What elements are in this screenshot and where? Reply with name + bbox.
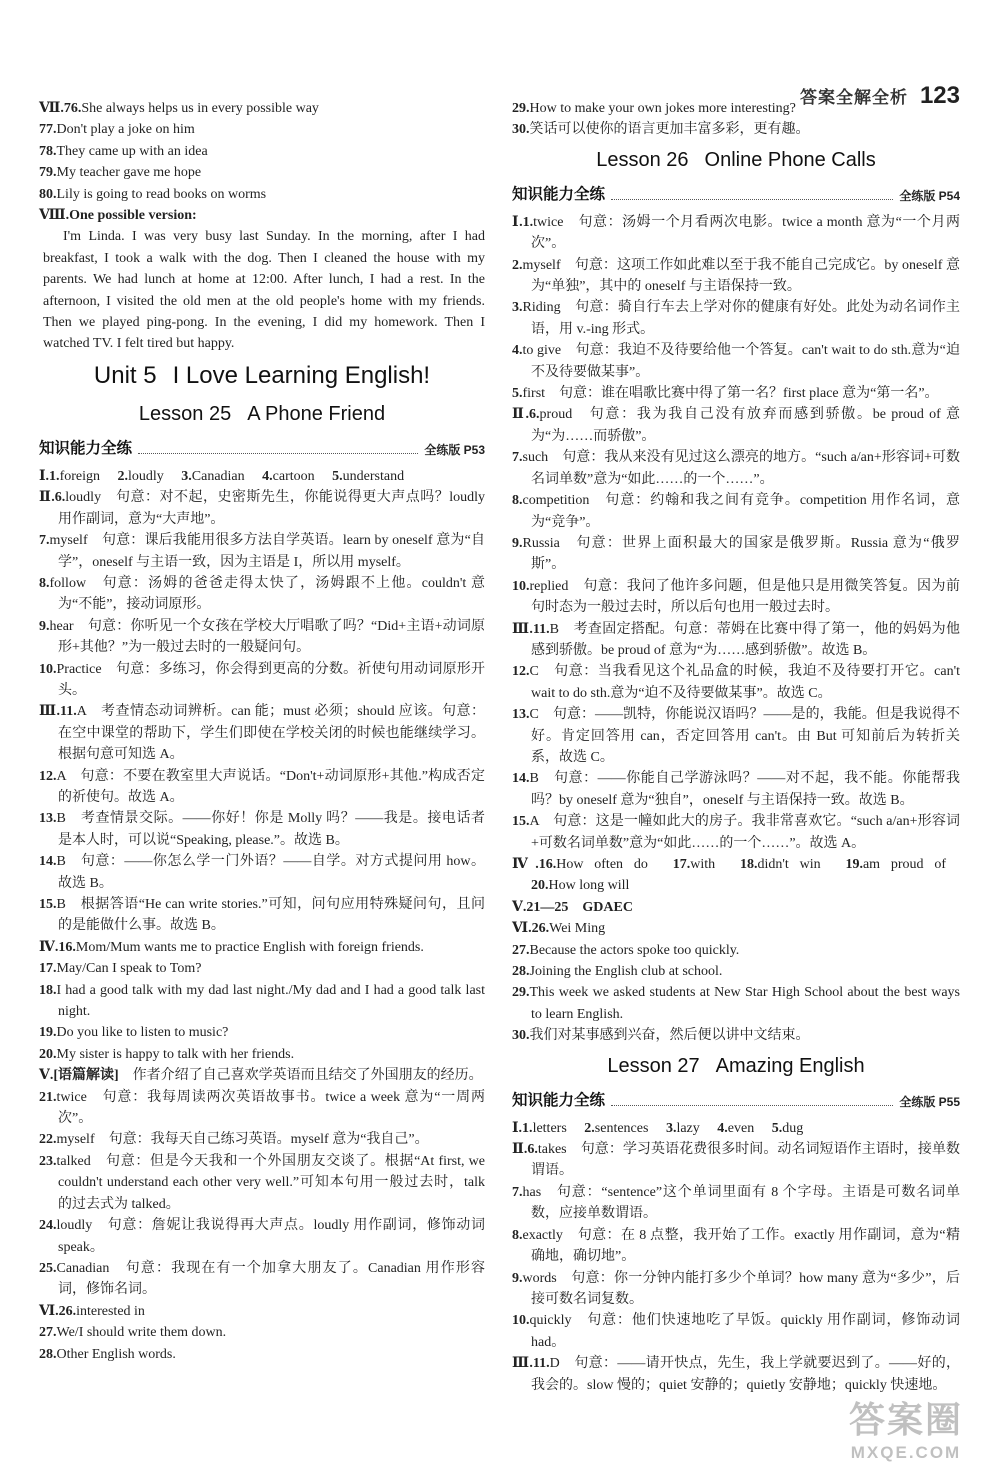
- item-number: 29.: [512, 101, 530, 116]
- answer-item: [512, 119, 960, 140]
- item-text: interested in: [76, 1303, 145, 1319]
- item-number: 15.: [512, 814, 530, 830]
- item-number: Ⅳ.16.: [512, 857, 557, 872]
- item-number: 17.: [672, 857, 691, 872]
- book-section-title: 答案全解全析: [799, 88, 908, 107]
- lesson-name: Online Phone Calls: [704, 148, 876, 171]
- answer-item: [39, 1022, 485, 1043]
- essay-paragraph: I'm Linda. I was very busy last Sunday. In the morning, after I had breakfast, I took a walk with the dog. Then I cleaned the house with my parents. We had lunch at home at 12:00. After lunch, I had a rest. In the afternoon, I visited the old men at the old people's home with my friends. Then we played ping-pong. In the evening, I did my homework. Then I watched TV. I felt tired but happy.: [43, 229, 485, 352]
- item-text: twice 句意：汤姆一个月看两次电影。twice a month 意为“一个月两次”。: [531, 214, 960, 252]
- item-number: Ⅴ.21—25: [512, 899, 569, 915]
- answer-item: [512, 1025, 960, 1046]
- item-text: How often do: [556, 857, 648, 872]
- answer-item: [39, 184, 485, 205]
- section-header: [39, 436, 485, 460]
- item-text: My sister is happy to talk with her friends.: [56, 1046, 295, 1062]
- item-text: exactly 句意：在 8 点整，我开始了工作。exactly 用作副词，意为“精确地，确切地”。: [522, 1227, 960, 1265]
- dotted-leader: [611, 1105, 893, 1106]
- item-text: with: [690, 857, 716, 872]
- item-text: proud 句意：我为我自己没有放弃而感到骄傲。be proud of 意为“为……而骄傲”。: [531, 407, 960, 444]
- item-text: myself 句意：我每天自己练习英语。myself 意为“我自己”。: [56, 1132, 429, 1148]
- item-text: lazy: [676, 1120, 700, 1136]
- answer-item: [39, 766, 485, 809]
- section-header: [512, 182, 960, 206]
- item-text: quickly 句意：他们快速地吃了早饭。quickly 用作副词，修饰动词 had。: [529, 1313, 960, 1350]
- item-number: Ⅷ.: [39, 208, 70, 224]
- watermark-logo: [826, 1398, 986, 1470]
- answer-item: [512, 490, 960, 533]
- item-text: takes 句意：学习英语花费很多时间。动名词短语作主语时，接单数谓语。: [531, 1142, 960, 1179]
- section-title: 知识能力全练: [39, 439, 133, 457]
- item-text: twice 句意：我每周读两次英语故事书。twice a week 意为“一周两次”。: [56, 1089, 485, 1127]
- item-number: 7.: [512, 450, 523, 466]
- item-number: 14.: [39, 854, 57, 870]
- item-number: Ⅰ.1.: [512, 1120, 533, 1136]
- item-number: 3.: [512, 300, 523, 316]
- answer-item: [39, 980, 485, 1023]
- item-number: 10.: [512, 578, 530, 594]
- item-number: 8.: [512, 1227, 523, 1243]
- item-number: 13.: [512, 707, 530, 723]
- item-text: D 句意：——请开快点，先生，我上学就要迟到了。——好的，我会的。slow 慢的；quiet 安静的；quietly 安静地；quickly 快速地。: [531, 1356, 961, 1393]
- answer-row: [39, 466, 485, 487]
- unit-label: Unit 5: [93, 361, 157, 389]
- item-number: Ⅱ.6.: [512, 407, 540, 423]
- answer-pair: [512, 1121, 567, 1136]
- item-number: 80.: [39, 186, 57, 202]
- item-text: B 考查固定搭配。句意：蒂姆在比赛中得了第一，他的妈妈为他感到骄傲。be proud of 意为“为……感到骄傲”。故选 B。: [531, 621, 960, 658]
- item-text: C 句意：当我看见这个礼品盒的时候，我迫不及待要打开它。can't wait to do sth.意为“迫不及待要做某事”。故选 C。: [529, 664, 960, 701]
- unit-title: [39, 357, 485, 395]
- item-text: Joining the English club at school.: [529, 964, 723, 980]
- item-text: How to make your own jokes more interesting?: [529, 101, 796, 116]
- item-text: A 句意：这是一幢如此大的房子。我非常喜欢它。“such a/an+形容词+可数名词单数”意为“如此……的一个……”。故选 A。: [529, 814, 960, 851]
- item-text: C 句意：——凯特，你能说汉语吗？——是的，我能。但是我说得不好。肯定回答用 can，否定回答用 can't。由 But 可知前后为转折关系，故选 C。: [529, 707, 960, 765]
- answer-item: [39, 1065, 485, 1086]
- answer-item: [512, 961, 960, 982]
- item-number: 28.: [39, 1346, 57, 1362]
- item-text: loudly 句意：詹妮让我说得再大声点。loudly 用作副词，修饰动词 speak。: [56, 1218, 485, 1255]
- item-text: Other English words.: [56, 1346, 176, 1362]
- item-text: Don't play a joke on him: [56, 122, 195, 138]
- item-number: 15.: [39, 897, 57, 912]
- answer-item: [512, 982, 960, 1025]
- item-number: Ⅲ.11.: [512, 1356, 550, 1372]
- item-text: May/Can I speak to Tom?: [56, 961, 202, 977]
- item-number: 77.: [39, 122, 57, 138]
- item-text: loudly: [128, 468, 164, 484]
- item-number: 4.: [512, 343, 523, 359]
- item-text: Canadian 句意：我现在有一个加拿大朋友了。Canadian 用作形容词，修饰名词。: [56, 1260, 485, 1298]
- item-number: 13.: [39, 811, 57, 827]
- answer-pair: [772, 1121, 804, 1136]
- answer-pair: [584, 1121, 648, 1136]
- answer-item: [512, 1310, 960, 1353]
- answer-item: [512, 98, 960, 119]
- item-number: 30.: [512, 122, 530, 138]
- item-text: replied 句意：我问了他许多问题，但是他只是用微笑答复。因为前句时态为一般过去时，所以后句也用一般过去时。: [529, 578, 960, 616]
- item-text: words 句意：你一分钟内能打多少个单词？how many 意为“多少”，后接可数名词复数。: [522, 1270, 960, 1307]
- answer-item: [39, 573, 485, 616]
- section-reference: 全练版 P54: [899, 188, 960, 203]
- item-number: 2.: [512, 257, 523, 273]
- lesson-label: Lesson 27: [607, 1054, 700, 1077]
- unit-name: I Love Learning English!: [172, 361, 431, 389]
- right-column: [512, 98, 960, 1396]
- answer-item: [39, 1344, 485, 1365]
- item-text: Canadian: [191, 468, 245, 484]
- item-number: 27.: [39, 1325, 57, 1341]
- item-number: Ⅶ.76.: [39, 101, 82, 116]
- answer-row: [512, 854, 960, 897]
- item-number: 28.: [512, 964, 530, 980]
- item-number: 2.: [584, 1120, 595, 1136]
- item-number: Ⅱ.6.: [512, 1142, 538, 1158]
- item-text: Practice 句意：多练习，你会得到更高的分数。祈使句用动词原形开头。: [56, 661, 485, 698]
- item-number: 18.: [39, 982, 57, 998]
- item-text: They came up with an idea: [56, 143, 208, 159]
- lesson-title: [512, 144, 960, 176]
- item-number: 20.: [39, 1046, 57, 1062]
- item-number: 21.: [39, 1089, 57, 1105]
- item-text: Wei Ming: [549, 921, 606, 937]
- answer-row: [512, 1118, 960, 1139]
- watermark-logo-text: 答案圈: [848, 1399, 963, 1440]
- item-text: B 句意：——你怎么学一门外语？——自学。对方式提问用 how。故选 B。: [56, 854, 485, 891]
- answer-item: [512, 340, 960, 383]
- item-number: Ⅳ.16.: [39, 939, 76, 955]
- answer-item: [39, 1258, 485, 1301]
- answer-item: [39, 119, 485, 140]
- item-number: 10.: [39, 661, 57, 677]
- answer-item: [512, 1353, 960, 1396]
- item-number: 9.: [512, 1270, 523, 1286]
- item-text: sentences: [594, 1120, 649, 1136]
- answer-item: [512, 404, 960, 447]
- answer-pair: [39, 469, 100, 484]
- item-text: letters: [532, 1120, 567, 1136]
- answer-item: [39, 1215, 485, 1258]
- item-number: 8.: [512, 493, 523, 509]
- answer-item: [512, 533, 960, 576]
- item-number: 22.: [39, 1132, 57, 1148]
- item-number: 79.: [39, 165, 57, 181]
- answer-item: [512, 447, 960, 490]
- answer-item: [512, 918, 960, 939]
- item-number: 12.: [39, 768, 57, 784]
- item-text: even: [727, 1120, 755, 1136]
- item-number: 5.: [512, 386, 523, 402]
- item-number: Ⅲ.11.: [39, 704, 77, 720]
- answer-pair: [332, 469, 404, 484]
- watermark-site-text: MXQE.COM: [850, 1443, 962, 1462]
- lesson-label: Lesson 25: [138, 402, 232, 425]
- section-title: 知识能力全练: [512, 1091, 606, 1109]
- item-number: Ⅲ.11.: [512, 621, 550, 637]
- lesson-label: Lesson 26: [596, 148, 689, 171]
- answer-item: [512, 1225, 960, 1268]
- answer-item: [512, 255, 960, 298]
- item-number: 29.: [512, 985, 530, 1001]
- answer-item: [39, 487, 485, 530]
- answer-item: [39, 808, 485, 851]
- lesson-name: A Phone Friend: [247, 402, 386, 425]
- item-number: 30.: [512, 1028, 530, 1044]
- answer-item: [512, 768, 960, 811]
- answer-pair: [740, 857, 821, 872]
- item-number: 9.: [39, 618, 50, 634]
- item-text: GDAEC: [568, 899, 633, 915]
- answer-item: [39, 1151, 485, 1215]
- answer-item: [512, 811, 960, 854]
- item-number: Ⅱ.6.: [39, 490, 66, 506]
- page-number: 123: [919, 82, 960, 109]
- item-text: didn't win: [757, 857, 821, 872]
- item-number: 3.: [665, 1120, 677, 1136]
- item-number: 5.: [771, 1120, 783, 1136]
- answer-item: [39, 851, 485, 894]
- item-text: loudly 句意：对不起，史密斯先生，你能说得更大声点吗？loudly 用作副词，意为“大声地”。: [58, 490, 485, 527]
- item-text: Lily is going to read books on worms: [56, 186, 267, 202]
- item-text: myself 句意：课后我能用很多方法自学英语。learn by oneself 意为“自学”，oneself 与主语一致，因为主语是 I，所以用 myself。: [49, 533, 485, 570]
- answer-item: [39, 659, 485, 702]
- item-text: A 考查情态动词辨析。can 能；must 必须；should 应该。句意：在空中课堂的帮助下，学生们即使在学校关闭的时候也能继续学习。根据句意可知选 A。: [58, 704, 485, 763]
- item-number: 78.: [39, 143, 57, 159]
- left-column: [39, 98, 485, 1365]
- answer-pair: [181, 469, 244, 484]
- item-text: to give 句意：我迫不及待要给他一个答复。can't wait to do sth.意为“迫不及待要做某事”。: [522, 343, 960, 380]
- answer-item: [512, 212, 960, 255]
- dotted-leader: [138, 453, 418, 454]
- answer-item: [39, 937, 485, 958]
- item-number: 19.: [39, 1025, 57, 1041]
- answer-item: [39, 205, 485, 226]
- item-number: 18.: [739, 857, 758, 872]
- item-number: 14.: [512, 771, 530, 787]
- item-text: 我们对某事感到兴奋，然后便以讲中文结束。: [529, 1028, 810, 1044]
- item-text: A 句意：不要在教室里大声说话。“Don't+动词原形+其他.”构成否定的祈使句。故选 A。: [56, 768, 485, 805]
- answer-item: [39, 530, 485, 573]
- item-text: My teacher gave me hope: [56, 165, 202, 181]
- answer-item: [39, 1301, 485, 1322]
- answer-pair: [717, 1121, 754, 1136]
- item-number: 10.: [512, 1313, 530, 1329]
- answer-pair: [512, 857, 648, 872]
- section-title: 知识能力全练: [512, 185, 606, 203]
- item-text: myself 句意：这项工作如此难以至于我不能自己完成它。by oneself 意为“单独”，其中的 oneself 与主语保持一致。: [522, 257, 960, 295]
- item-text: I had a good talk with my dad last night./My dad and I had a good talk last night.: [56, 982, 485, 1020]
- item-number: 17.: [39, 961, 57, 977]
- item-text: foreign: [59, 468, 100, 484]
- item-text: Mom/Mum wants me to practice English with foreign friends.: [75, 939, 424, 955]
- item-text: One possible version:: [69, 208, 197, 224]
- answer-item: [512, 383, 960, 404]
- answer-pair: [531, 878, 629, 893]
- answer-item: [512, 1182, 960, 1225]
- item-text: hear 句意：你听见一个女孩在学校大厅唱歌了吗？“Did+主语+动词原形+其他？”为一般过去时的一般疑问句。: [49, 618, 485, 656]
- item-number: Ⅴ.[语篇解读]: [39, 1068, 119, 1084]
- item-text: understand: [342, 468, 405, 484]
- answer-item: [39, 162, 485, 183]
- item-number: 4.: [717, 1120, 728, 1136]
- answer-item: [39, 958, 485, 979]
- answer-item: [39, 616, 485, 659]
- lesson-title: [39, 398, 485, 430]
- item-text: B 根据答语“He can write stories.”可知，问句应用特殊疑问句，且问的是能做什么事。故选 B。: [56, 897, 485, 934]
- item-text: talked 句意：但是今天我和一个外国朋友交谈了。根据“At first, we couldn't understand each other very well.”可知本句用一般过去时，talk 的过去式为 talked。: [56, 1153, 485, 1212]
- answer-pair: [262, 469, 314, 484]
- item-text: How long will: [548, 878, 630, 894]
- item-text: Russia 句意：世界上面积最大的国家是俄罗斯。Russia 意为“俄罗斯”。: [522, 535, 960, 573]
- answer-item: [39, 141, 485, 162]
- answer-pair: [673, 857, 715, 872]
- answer-item: [512, 704, 960, 768]
- answer-item: [39, 701, 485, 765]
- answer-item: [39, 1322, 485, 1343]
- dotted-leader: [611, 199, 893, 200]
- item-text: 笑话可以使你的语言更加丰富多彩，更有趣。: [529, 122, 810, 138]
- item-number: 24.: [39, 1218, 57, 1234]
- answer-pair: [845, 857, 946, 872]
- item-text: follow 句意：汤姆的爸爸走得太快了，汤姆跟不上他。couldn't 意为“不能”，接动词原形。: [49, 575, 485, 613]
- lesson-name: Amazing English: [715, 1054, 865, 1077]
- item-text: such 句意：我从来没有见过这么漂亮的地方。“such a/an+形容词+可数名词单数”意为“如此……的一个……”。: [522, 450, 960, 487]
- item-number: 12.: [512, 664, 530, 680]
- item-number: 19.: [845, 857, 863, 872]
- item-text: has 句意：“sentence”这个单词里面有 8 个字母。主语是可数名词单数，应接单数谓语。: [522, 1184, 960, 1222]
- section-reference: 全练版 P55: [899, 1094, 960, 1109]
- answer-item: [39, 1129, 485, 1150]
- item-text: This week we asked students at New Star High School about the best ways to learn English.: [529, 985, 960, 1022]
- answer-pair: [118, 469, 164, 484]
- answer-item: [39, 894, 485, 937]
- item-text: Because the actors spoke too quickly.: [529, 942, 740, 958]
- item-number: 3.: [181, 468, 192, 484]
- item-number: 7.: [512, 1184, 523, 1200]
- item-number: 4.: [262, 468, 273, 484]
- item-number: Ⅰ.1.: [39, 468, 60, 484]
- answer-item: [512, 1268, 960, 1311]
- item-text: B 考查情景交际。——你好！你是 Molly 吗？——我是。接电话者是本人时，可以说“Speaking, please.”。故选 B。: [56, 811, 485, 848]
- item-text: cartoon: [272, 468, 315, 484]
- item-number: Ⅵ.26.: [512, 921, 550, 937]
- item-text: first 句意：谁在唱歌比赛中得了第一名？first place 意为“第一名”。: [522, 386, 939, 402]
- item-number: 8.: [39, 575, 50, 591]
- answer-item: [512, 661, 960, 704]
- item-text: am proud of: [862, 857, 947, 872]
- item-text: She always helps us in every possible way: [81, 101, 319, 116]
- answer-item: [512, 1139, 960, 1182]
- item-number: 23.: [39, 1153, 57, 1169]
- item-text: 作者介绍了自己喜欢学英语而且结交了外国朋友的经历。: [118, 1068, 483, 1084]
- answer-item: [39, 1044, 485, 1065]
- item-text: We/I should write them down.: [56, 1325, 227, 1341]
- answer-item: [512, 576, 960, 619]
- section-header: [512, 1088, 960, 1112]
- item-number: 5.: [332, 468, 343, 484]
- item-number: Ⅵ.26.: [39, 1303, 77, 1319]
- section-reference: 全练版 P53: [424, 442, 485, 457]
- item-text: Riding 句意：骑自行车去上学对你的健康有好处。此处为动名词作主语，用 v.-ing 形式。: [522, 300, 960, 337]
- item-number: 7.: [39, 533, 50, 549]
- item-text: dug: [782, 1120, 804, 1136]
- item-number: 27.: [512, 942, 530, 958]
- lesson-title: [512, 1050, 960, 1082]
- item-number: 2.: [117, 468, 128, 484]
- item-text: B 句意：——你能自己学游泳吗？——对不起，我不能。你能帮我吗？by oneself 意为“独自”，oneself 与主语保持一致。故选 B。: [529, 771, 960, 808]
- item-number: Ⅰ.1.: [512, 214, 534, 230]
- item-text: competition 句意：约翰和我之间有竞争。competition 用作名词，意为“竞争”。: [522, 493, 960, 530]
- item-number: 20.: [531, 878, 549, 894]
- item-number: 25.: [39, 1260, 57, 1276]
- answer-item: [512, 897, 960, 918]
- answer-pair: [666, 1121, 700, 1136]
- answer-item: [512, 619, 960, 662]
- item-number: 9.: [512, 535, 523, 551]
- item-text: Do you like to listen to music?: [56, 1025, 229, 1041]
- answer-item: [39, 98, 485, 119]
- answer-item: [512, 940, 960, 961]
- answer-item: [39, 1087, 485, 1130]
- answer-item: [512, 297, 960, 340]
